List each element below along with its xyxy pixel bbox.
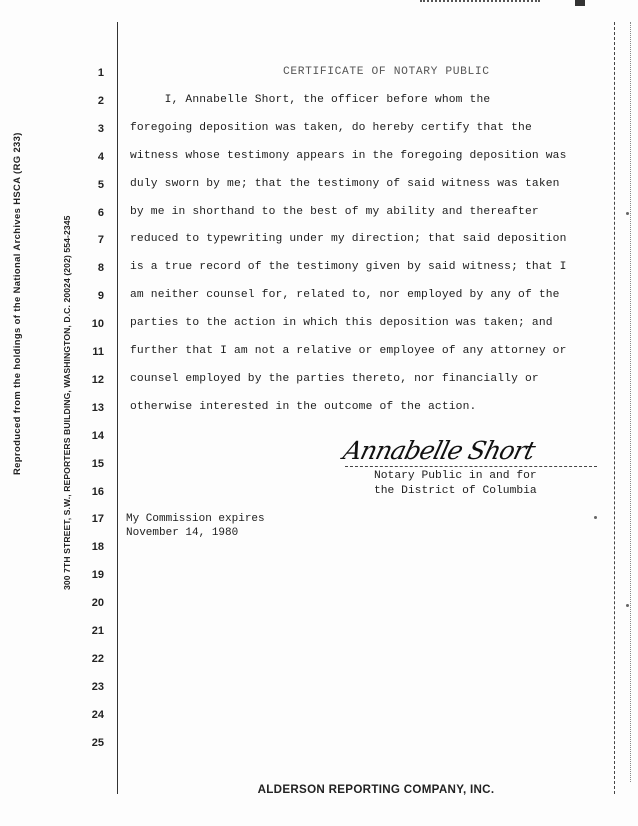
commission-expires-date: November 14, 1980 <box>126 527 239 539</box>
scan-artifact <box>575 0 585 6</box>
scan-speck <box>626 604 629 607</box>
line-number: 10 <box>91 318 104 331</box>
line-number: 22 <box>91 652 104 665</box>
line-number: 5 <box>97 178 104 191</box>
line-number: 4 <box>97 150 104 163</box>
left-margin-rule <box>117 22 118 794</box>
body-line: I, Annabelle Short, the officer before whom the <box>130 93 491 106</box>
right-edge-rule <box>630 22 631 782</box>
line-number: 7 <box>97 234 104 247</box>
line-number: 15 <box>91 457 104 470</box>
line-number: 20 <box>91 597 104 610</box>
line-number: 6 <box>97 206 104 219</box>
body-line: otherwise interested in the outcome of the action. <box>130 400 477 413</box>
line-number: 2 <box>97 94 104 107</box>
signature-line <box>345 466 597 467</box>
line-number: 23 <box>91 680 104 693</box>
body-line: witness whose testimony appears in the foregoing deposition was <box>130 149 567 162</box>
line-number: 19 <box>91 569 104 582</box>
body-line: parties to the action in which this deposition was taken; and <box>130 317 553 330</box>
body-line: am neither counsel for, related to, nor employed by any of the <box>130 289 560 302</box>
line-number: 9 <box>97 290 104 303</box>
address-side-note: 300 7TH STREET, S.W., REPORTERS BUILDING, WASHINGTON, D.C. 20024 (202) 554-2345 <box>62 215 72 590</box>
certificate-title: CERTIFICATE OF NOTARY PUBLIC <box>283 66 490 78</box>
body-line: reduced to typewriting under my direction; that said deposition <box>130 233 567 246</box>
line-number: 8 <box>97 262 104 275</box>
line-number: 14 <box>91 429 104 442</box>
line-number: 11 <box>92 346 104 358</box>
body-line: duly sworn by me; that the testimony of said witness was taken <box>130 177 560 190</box>
scan-speck <box>626 212 629 215</box>
line-number: 13 <box>91 401 104 414</box>
body-line: foregoing deposition was taken, do hereby certify that the <box>130 121 532 134</box>
line-number: 17 <box>91 513 104 526</box>
line-number: 16 <box>91 485 104 498</box>
scan-speck <box>594 516 597 519</box>
body-line: further that I am not a relative or employee of any attorney or <box>130 345 567 357</box>
commission-expires-label: My Commission expires <box>126 513 265 525</box>
notary-title-line-2: the District of Columbia <box>374 485 537 497</box>
signature: Annabelle Short <box>340 436 538 465</box>
body-line: counsel employed by the parties thereto, nor financially or <box>130 372 539 385</box>
line-number: 25 <box>91 736 104 749</box>
line-number: 18 <box>91 541 104 554</box>
right-margin-rule <box>614 22 615 794</box>
line-number: 1 <box>97 67 104 79</box>
body-line: by me in shorthand to the best of my ability and thereafter <box>130 205 539 218</box>
line-number: 24 <box>91 708 104 721</box>
scan-artifact <box>420 0 540 6</box>
line-number: 3 <box>97 122 104 135</box>
body-line: is a true record of the testimony given by said witness; that I <box>130 261 567 274</box>
reporting-company-footer: ALDERSON REPORTING COMPANY, INC. <box>257 783 495 796</box>
line-number: 12 <box>91 373 104 386</box>
archives-side-note: Reproduced from the holdings of the National Archives HSCA (RG 233) <box>11 132 22 475</box>
notary-title-line-1: Notary Public in and for <box>374 470 537 482</box>
line-number: 21 <box>91 625 104 637</box>
